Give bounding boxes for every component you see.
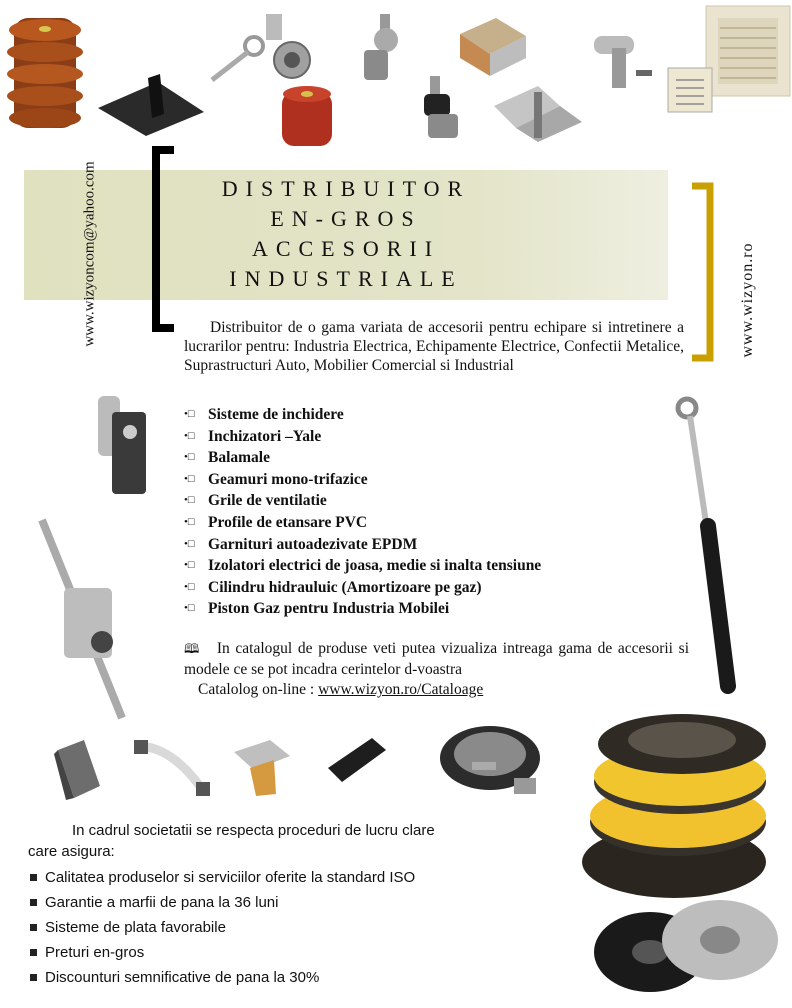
hinge-black-image — [98, 74, 208, 136]
intro-paragraph — [184, 318, 684, 375]
catalog-text: In catalogul de produse veti putea vizualiza intreaga gama de accesorii si modele ce se pot incadra cerintelor d-voastra — [184, 640, 690, 678]
catalog-online-label: Catalolog on-line : — [198, 681, 315, 698]
square-bullet-icon — [30, 949, 37, 956]
electrical-insulator-stack-image — [4, 18, 84, 130]
list-item: •□ Geamuri mono-trifazice — [184, 469, 541, 491]
bullet-icon: •□ — [184, 408, 195, 420]
ventilation-grille-image — [706, 6, 790, 96]
product-list — [184, 404, 541, 620]
side-email-text: www.wizyoncom@yahoo.com — [81, 161, 98, 347]
square-bullet-icon — [30, 924, 37, 931]
list-item: Preturi en-gros — [28, 940, 548, 965]
title-line-2: EN-GROS — [270, 206, 422, 231]
quarter-turn-lock-image — [262, 12, 322, 82]
list-item: Calitatea produselor si serviciilor oferite la standard ISO — [28, 865, 548, 890]
list-item: •□ Izolatori electrici de joasa, medie si inalta tensiune — [184, 555, 541, 577]
cable-rolls-image — [590, 896, 786, 1000]
catalog-online-link[interactable]: www.wizyon.ro/Cataloage — [318, 681, 484, 698]
list-item: •□ Cilindru hidrauluic (Amortizoare pe gaz) — [184, 577, 541, 599]
title-banner — [24, 170, 668, 300]
black-handle-image — [324, 734, 388, 786]
square-bullet-icon — [30, 874, 37, 881]
bullet-icon: •□ — [184, 559, 195, 572]
bullet-icon: •□ — [184, 451, 195, 464]
bullet-icon: •□ — [184, 602, 195, 615]
cam-lock-black-image — [414, 76, 468, 144]
list-item: •□ Inchizatori –Yale — [184, 426, 541, 448]
square-key-image — [206, 36, 266, 86]
title-line-3: ACCESORII — [251, 236, 441, 261]
square-bullet-icon — [30, 899, 37, 906]
intro-text: Distribuitor de o gama variata de accesorii pentru echipare si intretinere a lucrarilor pentru: Industria Electrica, Echipamente Electrice, Confectii Metalice, Suprastructuri Auto, Mobilier Comercial si Industrial — [184, 319, 684, 374]
procedures-list — [28, 865, 548, 990]
procedures-intro-line-2: care asigura: — [28, 843, 115, 860]
list-item: •□ Sisteme de inchidere — [184, 404, 541, 426]
right-bracket-decoration — [690, 182, 718, 362]
procedures-section — [28, 820, 548, 990]
hinge-bronze-image — [230, 738, 294, 798]
epdm-tape-rolls-image — [578, 712, 772, 902]
list-item: •□ Profile de etansare PVC — [184, 512, 541, 534]
cam-lock-key-image — [362, 14, 414, 82]
swing-handle-lock-image — [94, 392, 158, 498]
list-item: •□ Piston Gaz pentru Industria Mobilei — [184, 598, 541, 620]
side-website-text: www.wizyon.ro — [739, 242, 756, 358]
handle-image — [134, 736, 214, 798]
ventilation-grille-small-image — [668, 68, 712, 112]
bullet-icon: •□ — [184, 515, 195, 528]
list-item: Garantie a marfii de pana la 36 luni — [28, 890, 548, 915]
bullet-icon: •□ — [184, 494, 195, 507]
espagnolette-lock-image — [36, 518, 132, 720]
title-line-4: INDUSTRIALE — [229, 266, 463, 291]
catalog-paragraph — [184, 639, 689, 700]
procedures-intro-line-1: In cadrul societatii se respecta proceduri de lucru clare — [72, 822, 435, 839]
hinge-bracket-image — [456, 14, 528, 80]
bullet-icon: •□ — [184, 429, 195, 442]
list-item: •□ Garnituri autoadezivate EPDM — [184, 534, 541, 556]
bullet-icon: •□ — [184, 537, 195, 550]
list-item: •□ Balamale — [184, 447, 541, 469]
bullet-icon: •□ — [184, 472, 195, 485]
lever-lock-image — [590, 14, 660, 94]
square-bullet-icon — [30, 974, 37, 981]
round-lock-image — [436, 722, 546, 802]
bullet-icon: •□ — [184, 580, 195, 593]
list-item: •□ Grile de ventilatie — [184, 490, 541, 512]
list-item: Discounturi semnificative de pana la 30% — [28, 965, 548, 990]
title-line-1: DISTRIBUITOR — [221, 176, 471, 201]
hinge-steel-image — [494, 84, 584, 144]
left-bracket-decoration — [150, 146, 178, 332]
list-item: Sisteme de plata favorabile — [28, 915, 548, 940]
red-insulator-image — [276, 84, 338, 150]
pvc-profile-image — [54, 740, 104, 800]
book-icon: 🕮 — [184, 642, 202, 657]
